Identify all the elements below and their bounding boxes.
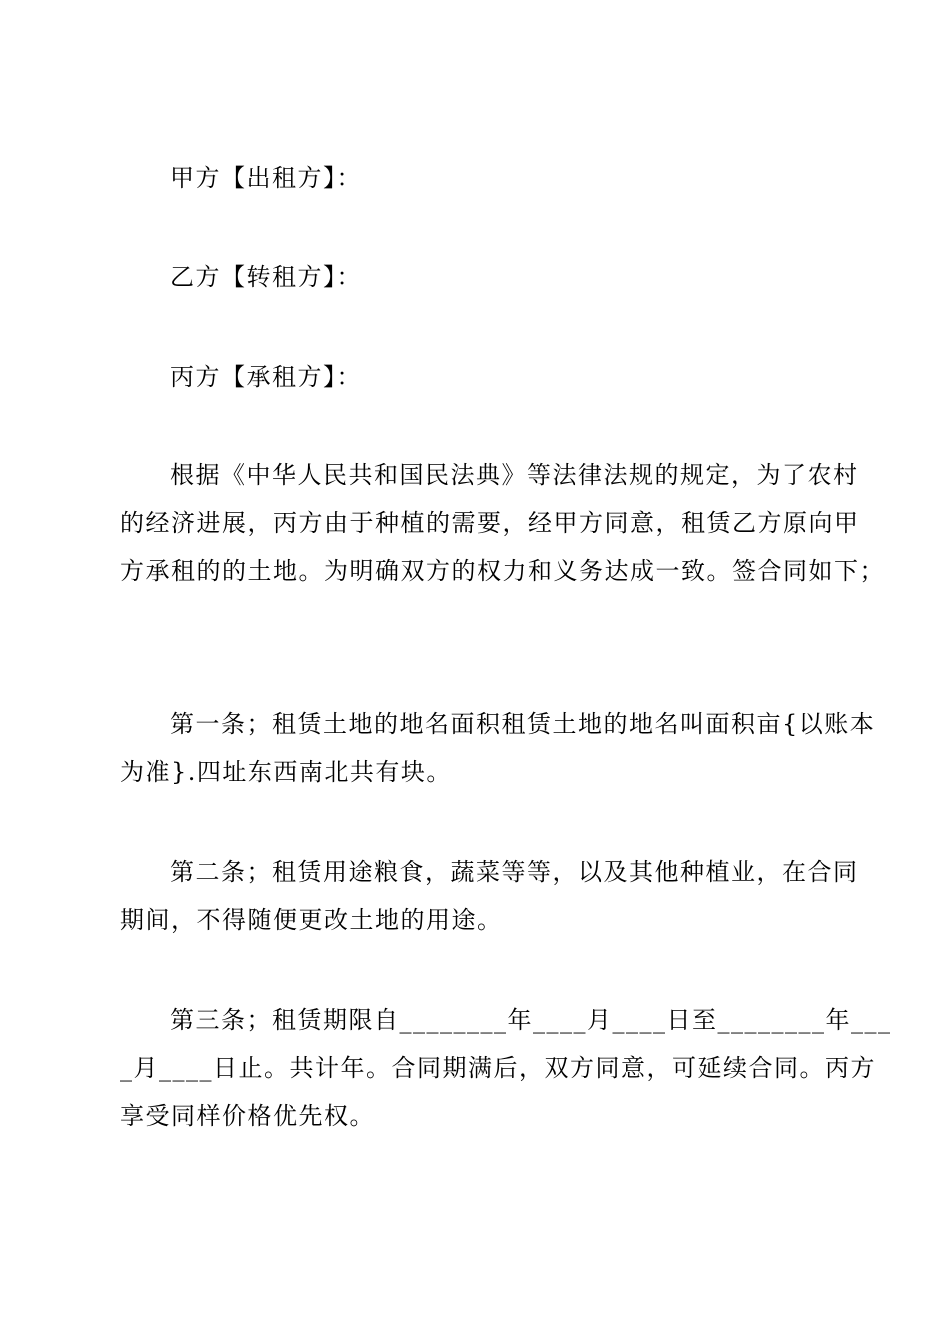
article-1-paragraph [120, 700, 876, 796]
article-2-paragraph [120, 848, 859, 944]
preamble-paragraph [120, 451, 885, 595]
preamble-row-1: 根据《中华人民共和国民法典》等法律法规的规定，为了农村 [170, 461, 859, 489]
article-3-row-1: 第三条；租赁期限自________年____月____日至________年___ [170, 1006, 892, 1034]
article-3-row-2: _月____日止。共计年。合同期满后，双方同意，可延续合同。丙方 [120, 1054, 876, 1082]
party-a-line: 甲方【出租方】： [170, 164, 362, 192]
party-c-line: 丙方【承租方】： [170, 363, 362, 391]
article-1-row-2: 为准}.四址东西南北共有块。 [120, 758, 452, 786]
article-1-row-1: 第一条；租赁土地的地名面积租赁土地的地名叫面积亩{以账本 [170, 710, 876, 738]
article-3-row-3: 享受同样价格优先权。 [120, 1102, 375, 1130]
article-3-paragraph [120, 996, 892, 1140]
article-2-row-2: 期间，不得随便更改土地的用途。 [120, 906, 503, 934]
preamble-row-2: 的经济进展，丙方由于种植的需要，经甲方同意，租赁乙方原向甲 [120, 509, 860, 537]
article-2-row-1: 第二条；租赁用途粮食，蔬菜等等，以及其他种植业，在合同 [170, 858, 859, 886]
party-b-line: 乙方【转租方】： [170, 263, 362, 291]
preamble-row-3: 方承租的的土地。为明确双方的权力和义务达成一致。签合同如下； [120, 557, 885, 585]
